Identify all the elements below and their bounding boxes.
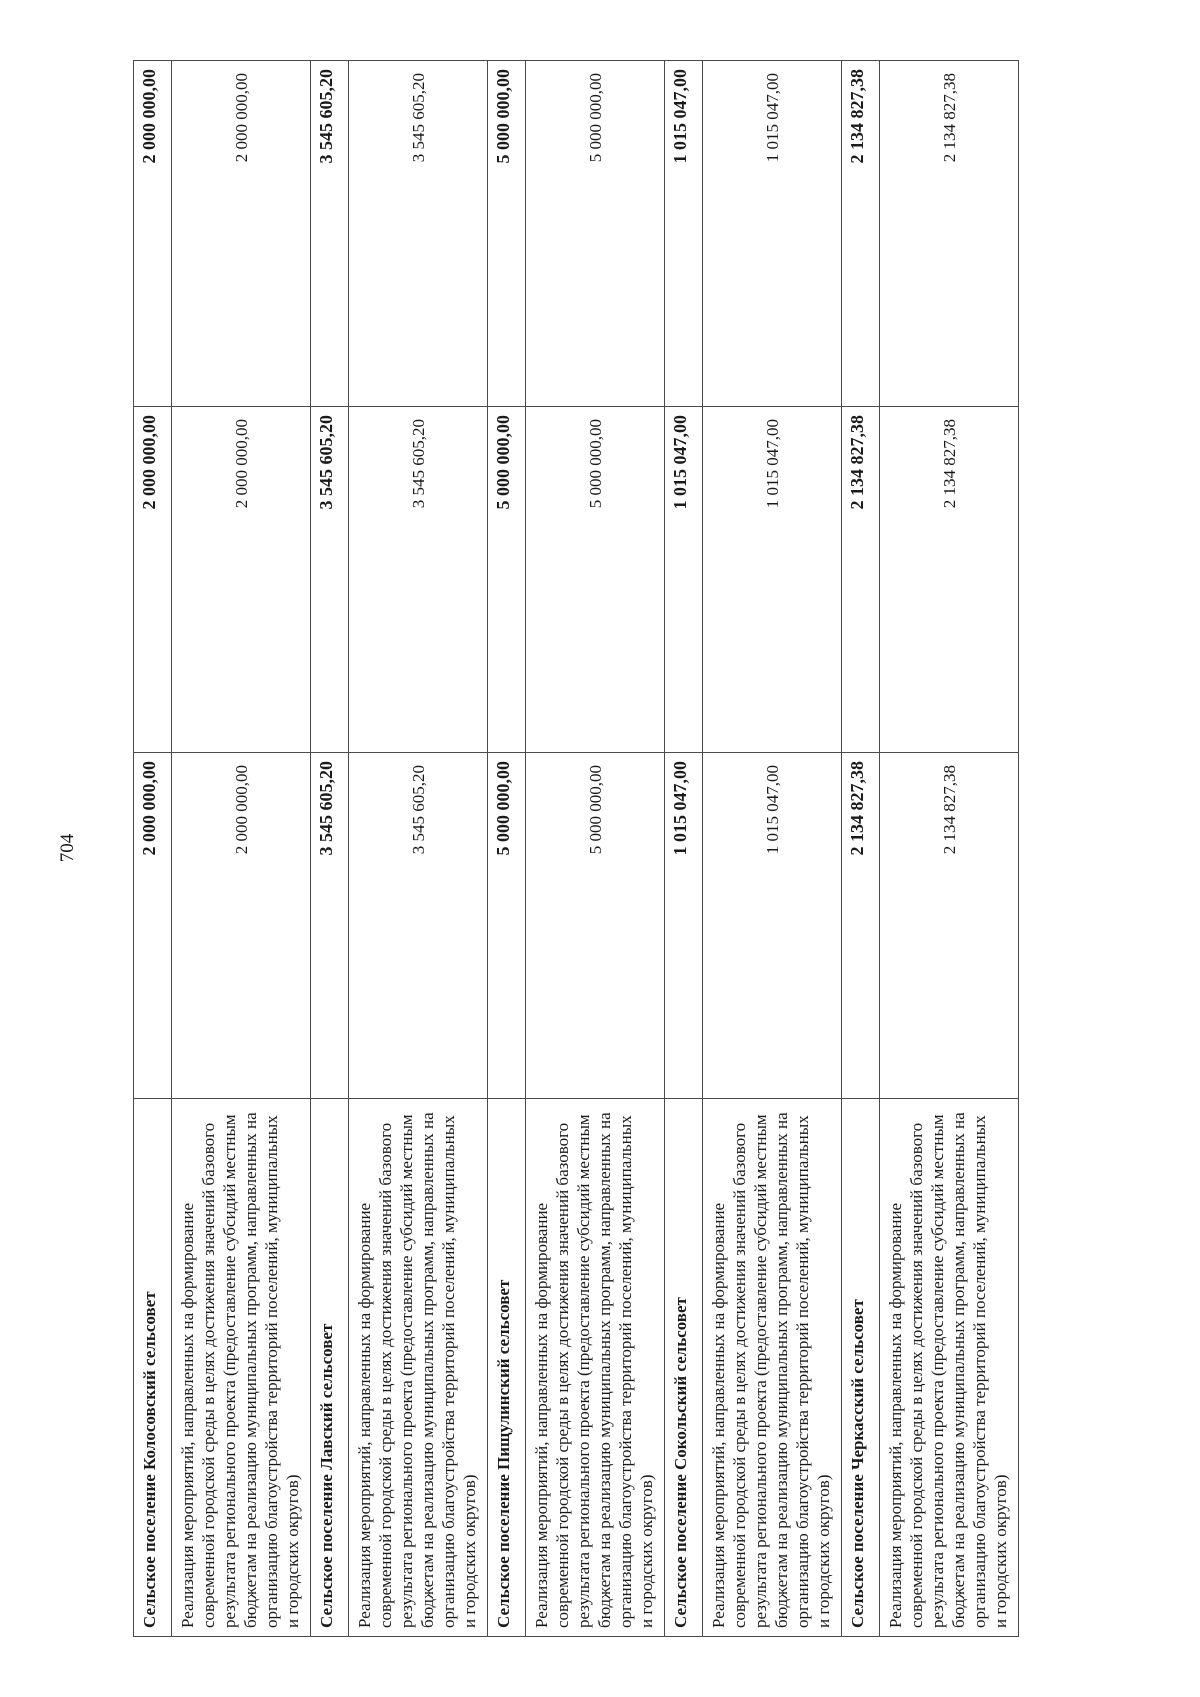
total-amount-year-3: 1 015 047,00 [665,61,703,407]
total-amount-year-3: 2 134 827,38 [842,61,880,407]
total-amount-year-1: 1 015 047,00 [665,753,703,1099]
page-number: 704 [57,833,78,863]
settlement-name: Сельское поселение Сокольский сельсовет [665,1099,703,1637]
table-row [311,61,349,1637]
amount-year-2: 1 015 047,00 [703,407,842,753]
table-row [134,61,172,1637]
amount-year-1: 5 000 000,00 [526,753,665,1099]
measure-description: Реализация мероприятий, направленных на формирование современной городской среды в целях достижения значений базового результата регионального проекта (предоставление субсидий местным бюджетам на реализацию муниципальных программ, направленных на организацию благоустройства территорий поселений, муниципальных и городских округов) [880,1099,1019,1637]
table-row [172,61,311,1637]
amount-year-2: 2 000 000,00 [172,407,311,753]
measure-description: Реализация мероприятий, направленных на формирование современной городской среды в целях достижения значений базового результата регионального проекта (предоставление субсидий местным бюджетам на реализацию муниципальных программ, направленных на организацию благоустройства территорий поселений, муниципальных и городских округов) [172,1099,311,1637]
amount-year-1: 2 134 827,38 [880,753,1019,1099]
total-amount-year-2: 3 545 605,20 [311,407,349,753]
total-amount-year-1: 5 000 000,00 [488,753,526,1099]
total-amount-year-1: 2 134 827,38 [842,753,880,1099]
total-amount-year-1: 2 000 000,00 [134,753,172,1099]
total-amount-year-2: 1 015 047,00 [665,407,703,753]
amount-year-1: 3 545 605,20 [349,753,488,1099]
total-amount-year-1: 3 545 605,20 [311,753,349,1099]
measure-description: Реализация мероприятий, направленных на формирование современной городской среды в целях достижения значений базового результата регионального проекта (предоставление субсидий местным бюджетам на реализацию муниципальных программ, направленных на организацию благоустройства территорий поселений, муниципальных и городских округов) [349,1099,488,1637]
amount-year-2: 3 545 605,20 [349,407,488,753]
settlement-name: Сельское поселение Черкасский сельсовет [842,1099,880,1637]
table-row [665,61,703,1637]
settlement-name: Сельское поселение Лавский сельсовет [311,1099,349,1637]
amount-year-3: 1 015 047,00 [703,61,842,407]
total-amount-year-3: 3 545 605,20 [311,61,349,407]
table-row [488,61,526,1637]
table-row [526,61,665,1637]
total-amount-year-2: 2 000 000,00 [134,407,172,753]
settlement-name: Сельское поселение Пищулинский сельсовет [488,1099,526,1637]
total-amount-year-3: 2 000 000,00 [134,61,172,407]
settlement-name: Сельское поселение Колосовский сельсовет [134,1099,172,1637]
amount-year-3: 3 545 605,20 [349,61,488,407]
budget-table [133,60,1019,1637]
total-amount-year-2: 5 000 000,00 [488,407,526,753]
table-row [842,61,880,1637]
amount-year-1: 2 000 000,00 [172,753,311,1099]
table-row [349,61,488,1637]
amount-year-3: 2 000 000,00 [172,61,311,407]
measure-description: Реализация мероприятий, направленных на формирование современной городской среды в целях достижения значений базового результата регионального проекта (предоставление субсидий местным бюджетам на реализацию муниципальных программ, направленных на организацию благоустройства территорий поселений, муниципальных и городских округов) [703,1099,842,1637]
amount-year-2: 5 000 000,00 [526,407,665,753]
table-row [880,61,1019,1637]
amount-year-1: 1 015 047,00 [703,753,842,1099]
total-amount-year-2: 2 134 827,38 [842,407,880,753]
amount-year-3: 5 000 000,00 [526,61,665,407]
rotated-table-wrapper [133,61,1010,1637]
measure-description: Реализация мероприятий, направленных на формирование современной городской среды в целях достижения значений базового результата регионального проекта (предоставление субсидий местным бюджетам на реализацию муниципальных программ, направленных на организацию благоустройства территорий поселений, муниципальных и городских округов) [526,1099,665,1637]
amount-year-3: 2 134 827,38 [880,61,1019,407]
amount-year-2: 2 134 827,38 [880,407,1019,753]
table-row [703,61,842,1637]
total-amount-year-3: 5 000 000,00 [488,61,526,407]
